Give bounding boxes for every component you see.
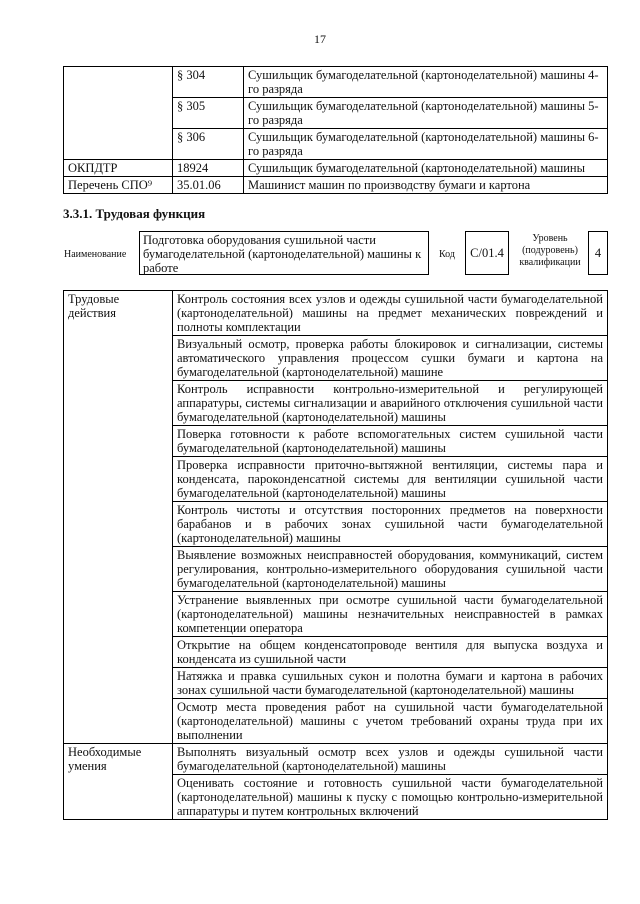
- labor-action-item: Осмотр места проведения работ на сушильной части бумагоделательной (картоноделательной) машины с учетом требований охраны труда при их выполнении: [173, 699, 608, 744]
- labor-action-item: Выявление возможных неисправностей оборудования, коммуникаций, систем регулирования, контрольно-измерительного оборудования сушильной части бумагоделательной (картоноделательной) машины: [173, 547, 608, 592]
- classification-row: [64, 160, 608, 177]
- classification-code: § 306: [173, 129, 244, 160]
- classification-name: Сушильщик бумагоделательной (картоноделательной) машины 5-го разряда: [244, 98, 608, 129]
- skill-item: Выполнять визуальный осмотр всех узлов и одежды сушильной части бумагоделательной (картоноделательной) машины: [173, 744, 608, 775]
- classification-table: [63, 66, 608, 194]
- function-code: C/01.4: [465, 231, 509, 275]
- classification-name: Машинист машин по производству бумаги и картона: [244, 177, 608, 194]
- labor-action-item: Контроль исправности контрольно-измерительной и регулирующей аппаратуры, системы сигнализации и аварийного отключения сушильной части бумагоделательной (картоноделательной) машины: [173, 381, 608, 426]
- function-name: Подготовка оборудования сушильной части бумагоделательной (картоноделательной) машины к работе: [139, 231, 429, 275]
- classification-label: ОКПДТР: [64, 160, 173, 177]
- labor-action-item: Поверка готовности к работе вспомогательных систем сушильной части бумагоделательной (картоноделательной) машины: [173, 426, 608, 457]
- classification-code: 35.01.06: [173, 177, 244, 194]
- skill-label: Необходимые умения: [64, 744, 173, 820]
- skill-item: Оценивать состояние и готовность сушильной части бумагоделательной (картоноделательной) машины к пуску с помощью контрольно-измерительной аппаратуры и путем контрольных включений: [173, 775, 608, 820]
- labor-action-item: Контроль состояния всех узлов и одежды сушильной части бумагоделательной (картоноделательной) машины на предмет механических повреждений и полноты комплектации: [173, 291, 608, 336]
- labor-action-item: Открытие на общем конденсатопроводе вентиля для выпуска воздуха и конденсата из сушильной части: [173, 637, 608, 668]
- classification-label: [64, 67, 173, 160]
- function-name-label: Наименование: [64, 249, 127, 260]
- classification-row: [64, 67, 608, 98]
- labor-action-item: Визуальный осмотр, проверка работы блокировок и сигнализации, системы автоматического управления процессом сушки бумаги и картона на бумагоделательной (картоноделательной) машине: [173, 336, 608, 381]
- classification-code: 18924: [173, 160, 244, 177]
- labor-action-item: Контроль чистоты и отсутствия посторонних предметов на поверхности барабанов и в рабочих зонах сушильной части бумагоделательной (картоноделательной) машины: [173, 502, 608, 547]
- labor-action-label: Трудовые действия: [64, 291, 173, 744]
- page-number: 17: [314, 32, 326, 46]
- labor-action-item: Проверка исправности приточно-вытяжной вентиляции, системы пара и конденсата, пароконденсатной системы для вентиляции сушильной части бумагоделательной (картоноделательной) машины: [173, 457, 608, 502]
- classification-name: Сушильщик бумагоделательной (картоноделательной) машины: [244, 160, 608, 177]
- classification-label: Перечень СПО⁹: [64, 177, 173, 194]
- section-title: 3.3.1. Трудовая функция: [63, 206, 206, 221]
- classification-code: § 305: [173, 98, 244, 129]
- labor-action-item: Натяжка и правка сушильных сукон и полотна бумаги и картона в рабочих зонах сушильной части бумагоделательной (картоноделательной) машины: [173, 668, 608, 699]
- qualification-level: 4: [588, 231, 608, 275]
- classification-row: [64, 177, 608, 194]
- skill-row: [64, 744, 608, 775]
- classification-code: § 304: [173, 67, 244, 98]
- function-code-label: Код: [439, 249, 455, 260]
- function-details-table: [63, 290, 608, 820]
- qualification-level-label: Уровень (подуровень) квалификации: [519, 233, 581, 268]
- classification-name: Сушильщик бумагоделательной (картоноделательной) машины 4-го разряда: [244, 67, 608, 98]
- labor-action-row: [64, 291, 608, 336]
- labor-action-item: Устранение выявленных при осмотре сушильной части бумагоделательной (картоноделательной) машины незначительных неисправностей в рамках компетенции оператора: [173, 592, 608, 637]
- classification-name: Сушильщик бумагоделательной (картоноделательной) машины 6-го разряда: [244, 129, 608, 160]
